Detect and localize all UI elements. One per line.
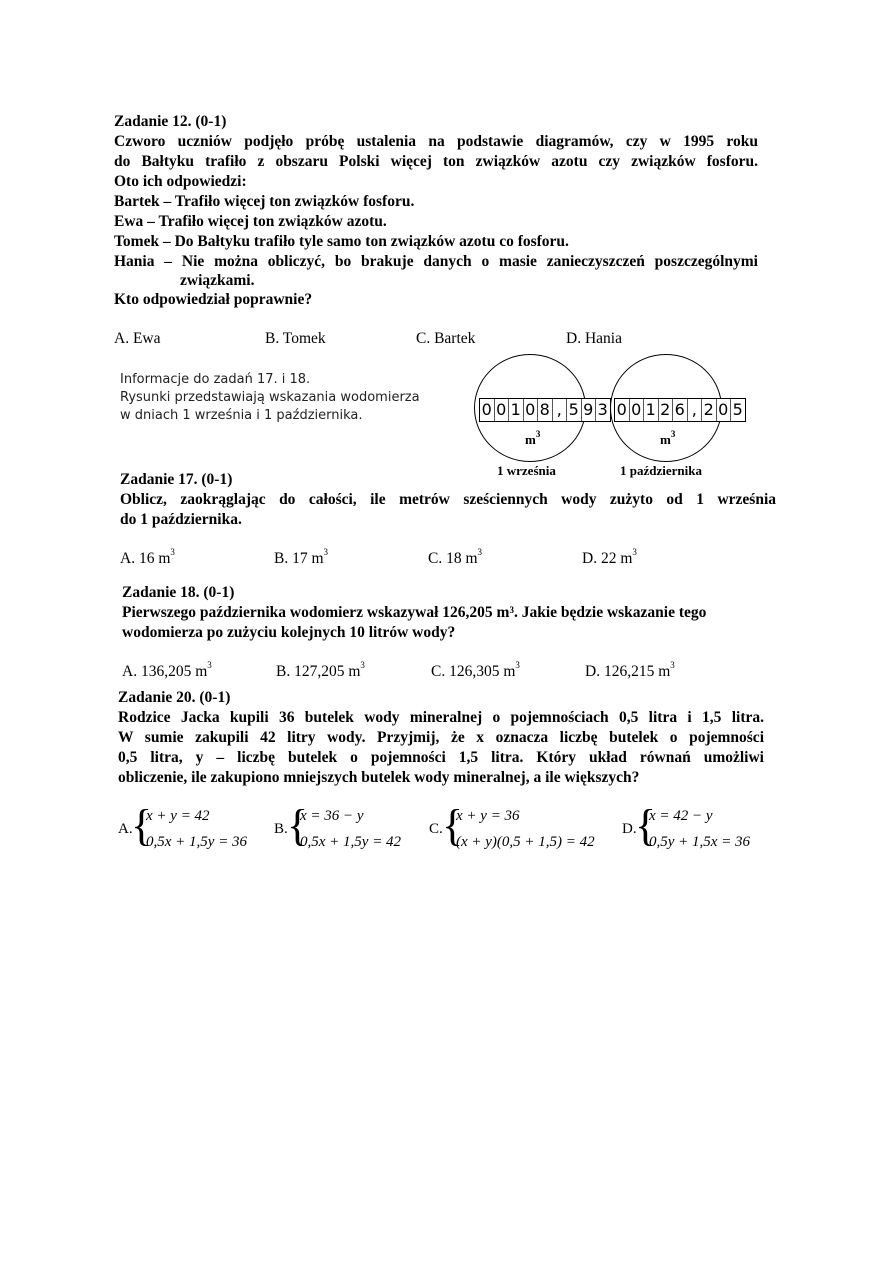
info-line-3: w dniach 1 września i 1 października. bbox=[120, 408, 363, 423]
z18-option-b: B. 127,205 $m^3$ bbox=[276, 660, 365, 680]
z20-line-3: 0,5 litra, y – liczbę butelek o pojemności 1,5 litra. Który układ równań umożliwi bbox=[118, 749, 764, 766]
meter-digit: 2 bbox=[702, 399, 717, 421]
meter-september-caption: 1 września bbox=[497, 463, 556, 478]
meter-digit: , bbox=[688, 399, 703, 421]
meter-october-caption: 1 października bbox=[620, 463, 702, 478]
meter-digit: 8 bbox=[538, 399, 553, 421]
meter-digit: 0 bbox=[615, 399, 630, 421]
meter-october-display bbox=[614, 398, 746, 422]
brace-icon: { bbox=[131, 801, 153, 850]
z12-line-1: Czworo uczniów podjęło próbę ustalenia na podstawie diagramów, czy w 1995 roku bbox=[114, 133, 758, 150]
z20-option-c-label: C. bbox=[429, 821, 443, 837]
z17-title: Zadanie 17. (0-1) bbox=[120, 471, 233, 488]
meter-digit: 1 bbox=[509, 399, 524, 421]
meter-digit: 2 bbox=[659, 399, 674, 421]
z12-option-b: B. Tomek bbox=[265, 330, 326, 347]
z17-option-b: B. 17 $m^3$ bbox=[274, 547, 329, 567]
brace-icon: { bbox=[442, 801, 464, 850]
z20-option-a-eq2: 0,5x + 1,5y = 36 bbox=[146, 834, 248, 850]
z17-option-d: D. 22 $m^3$ bbox=[582, 547, 637, 567]
z20-option-b-eq2: 0,5x + 1,5y = 42 bbox=[300, 834, 402, 850]
info-line-2: Rysunki przedstawiają wskazania wodomierza bbox=[120, 390, 420, 405]
z20-option-b-eq1: x = 36 − y bbox=[300, 808, 364, 824]
meter-digit: 0 bbox=[524, 399, 539, 421]
meter-digit: 9 bbox=[582, 399, 597, 421]
z20-option-c-eq2: (x + y)(0,5 + 1,5) = 42 bbox=[456, 834, 595, 850]
z17-option-c: C. 18 $m^3$ bbox=[428, 547, 483, 567]
z20-option-d-eq2: 0,5y + 1,5x = 36 bbox=[649, 834, 751, 850]
z17-line-2: do 1 października. bbox=[120, 511, 242, 528]
z20-option-b-label: B. bbox=[274, 821, 288, 837]
z18-option-d: D. 126,215 $m^3$ bbox=[585, 660, 675, 680]
z20-line-1: Rodzice Jacka kupili 36 butelek wody mineralnej o pojemnościach 0,5 litra i 1,5 litra. bbox=[118, 709, 764, 726]
z12-title: Zadanie 12. (0-1) bbox=[114, 113, 227, 130]
z20-title: Zadanie 20. (0-1) bbox=[118, 689, 231, 706]
z18-line-2: wodomierza po zużyciu kolejnych 10 litrów wody? bbox=[122, 624, 456, 641]
meter-digit: 6 bbox=[673, 399, 688, 421]
z17-option-a: A. 16 $m^3$ bbox=[120, 547, 175, 567]
z18-title: Zadanie 18. (0-1) bbox=[122, 584, 235, 601]
z18-line-1: Pierwszego października wodomierz wskazywał 126,205 $m^3$. Jakie będzie wskazanie tego bbox=[122, 604, 707, 621]
z20-line-4: obliczenie, ile zakupiono mniejszych butelek wody mineralnej, a ile większych? bbox=[118, 769, 640, 786]
z12-option-d: D. Hania bbox=[566, 330, 622, 347]
z12-option-c: C. Bartek bbox=[416, 330, 476, 347]
z20-option-d-eq1: x = 42 − y bbox=[649, 808, 713, 824]
z18-option-a: A. 136,205 $m^3$ bbox=[122, 660, 212, 680]
z20-option-a-eq1: x + y = 42 bbox=[146, 808, 210, 824]
z12-option-a: A. Ewa bbox=[114, 330, 161, 347]
meter-digit: 1 bbox=[644, 399, 659, 421]
z12-line-8: związkami. bbox=[180, 272, 255, 289]
z12-line-5: Ewa – Trafiło więcej ton związków azotu. bbox=[114, 213, 387, 230]
z12-line-9: Kto odpowiedział poprawnie? bbox=[114, 291, 313, 308]
meter-digit: 0 bbox=[630, 399, 645, 421]
meter-digit: 0 bbox=[495, 399, 510, 421]
z20-option-a-label: A. bbox=[118, 821, 133, 837]
meter-september-display bbox=[479, 398, 611, 422]
z12-line-2: do Bałtyku trafiło z obszaru Polski więcej ton związków azotu czy związków fosforu. bbox=[114, 153, 758, 170]
brace-icon: { bbox=[287, 801, 309, 850]
z12-line-3: Oto ich odpowiedzi: bbox=[114, 173, 247, 190]
brace-icon: { bbox=[635, 801, 657, 850]
z20-option-c-eq1: x + y = 36 bbox=[456, 808, 520, 824]
z20-option-d-label: D. bbox=[622, 821, 637, 837]
meter-september-unit: $m^3$ bbox=[525, 429, 541, 447]
meter-october-unit: $m^3$ bbox=[660, 429, 676, 447]
z12-line-7: Hania – Nie można obliczyć, bo brakuje danych o masie zanieczyszczeń poszczególnymi bbox=[114, 253, 758, 270]
z20-line-2: W sumie zakupili 42 litry wody. Przyjmij, że x oznacza liczbę butelek o pojemności bbox=[118, 729, 764, 746]
meter-digit: 5 bbox=[732, 400, 743, 419]
z12-line-6: Tomek – Do Bałtyku trafiło tyle samo ton związków azotu co fosforu. bbox=[114, 233, 569, 250]
meter-digit: 0 bbox=[717, 399, 732, 421]
z12-line-4: Bartek – Trafiło więcej ton związków fosforu. bbox=[114, 193, 415, 210]
info-line-1: Informacje do zadań 17. i 18. bbox=[120, 372, 311, 387]
meter-digit: 3 bbox=[597, 400, 608, 419]
meter-digit: 5 bbox=[567, 399, 582, 421]
z18-option-c: C. 126,305 $m^3$ bbox=[431, 660, 520, 680]
meter-digit: , bbox=[553, 399, 568, 421]
z17-line-1: Oblicz, zaokrąglając do całości, ile metrów sześciennych wody zużyto od 1 września bbox=[120, 491, 776, 508]
meter-digit: 0 bbox=[480, 399, 495, 421]
